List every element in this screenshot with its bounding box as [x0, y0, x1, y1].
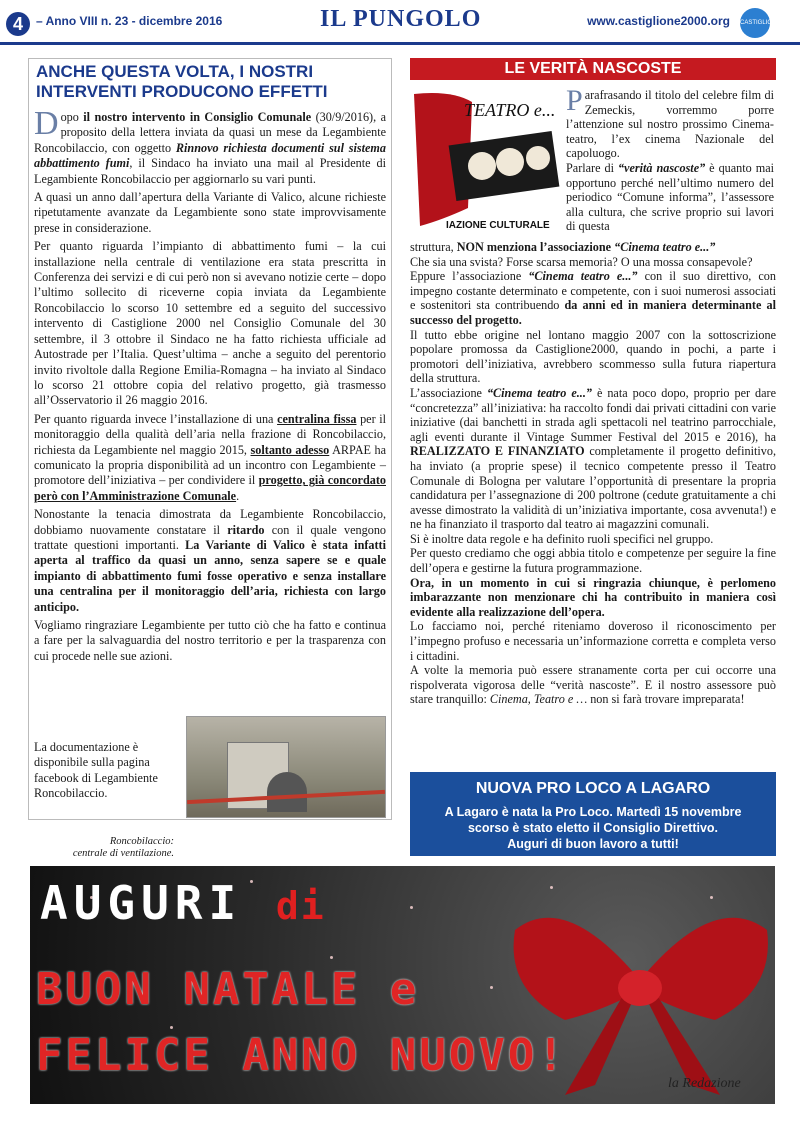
- header-divider: [0, 42, 800, 45]
- text-bold-italic: “Cinema teatro e...”: [486, 385, 592, 400]
- right-paragraph-1: [566, 84, 774, 161]
- text: , il Sindaco ha inviato una mail al Presidente di Legambiente Roncobilaccio per aggiornarlo su vari punti.: [34, 156, 386, 186]
- right-paragraph-3: Che sia una svista? Forse scarsa memoria? O una mossa consapevole?: [410, 254, 753, 269]
- text: non si farà trovare impreparata!: [587, 692, 745, 707]
- left-article-body: [34, 105, 387, 664]
- text: Vogliamo ringraziare Legambiente per tutto ciò che ha fatto e continua a fare per la salvaguardia del nostro territorio e per la trasparenza con cui procede nelle sue azioni.: [34, 618, 386, 663]
- text: Eppure l’associazione: [410, 269, 529, 284]
- left-paragraph-7: La documentazione è disponibile sulla pagina facebook di Legambiente Roncobilaccio.: [34, 740, 158, 801]
- text: Per quanto riguarda invece l’installazione di una: [34, 411, 278, 426]
- text: completamente il progetto definitivo, ha inviato (a proprie spese) il tecnico competente presso il Teatro Comunale di Bologna per valutare l’opportunità di presentare la propria candidatura per l’assegnazione di 200 poltrone (cedute gratuitamente a chi avesse dimostrato la validità di un’iniziativa importante, cosa avvenuta!) e ne ha finanziato il trasporto dal teatro ai magazzini comunali.: [410, 444, 776, 532]
- text-bold-italic: “verità nascoste”: [617, 160, 706, 175]
- text-bold-italic: “Cinema teatro e...”: [614, 240, 716, 254]
- associazione-text: IAZIONE CULTURALE: [446, 220, 550, 231]
- text: è nata poco dopo, proprio per dare “concretezza” all’iniziativa: ha raccolto fondi dai privati cittadini con varie iniziative (dai banchetti in strada agli spettacoli nel teatrino parrocchiale, agli eventi durante il Vintage Summer Festival del 2015 e 2016), ha: [410, 385, 776, 444]
- redazione-signature: la Redazione: [668, 1076, 741, 1091]
- theatre-mask-icon: [468, 152, 496, 180]
- dropcap: D: [34, 105, 59, 142]
- felice-anno-nuovo-text: FELICE ANNO NUOVO!: [36, 1030, 567, 1081]
- text: L’associazione: [410, 385, 487, 400]
- text: opo: [60, 110, 84, 124]
- left-article-title: ANCHE QUESTA VOLTA, I NOSTRI INTERVENTI PRODUCONO EFFETTI: [36, 62, 328, 101]
- sparkle: [490, 986, 493, 989]
- text-bold: il nostro intervento in Consiglio Comunale: [83, 110, 312, 124]
- right-paragraph-6: [410, 386, 776, 532]
- sparkle: [170, 1026, 173, 1029]
- left-paragraph-6: [34, 618, 386, 664]
- sparkle: [330, 956, 333, 959]
- buon-natale-text: BUON NATALE e: [36, 964, 420, 1015]
- di-word: di: [275, 884, 326, 928]
- text: struttura,: [410, 240, 457, 254]
- text-bold: da anni ed in maniera determinante al successo del progetto.: [410, 298, 776, 327]
- text-bold: Ora, in un momento in cui si ringrazia chiunque, è perlomeno imbarazzante non menzionare chi ha contribuito in maniera così evidente alla realizzazione dell’opera.: [410, 575, 776, 619]
- text: A volte la memoria può essere stranamente corta per cui occorre una rispolverata vigorosa delle “verità nascoste”. E il nostro assessore può stare tranquillo:: [410, 663, 776, 707]
- text: per il monitoraggio della qualità dell’aria nella frazione di Roncobilaccio, richiesta da Legambiente nel maggio 2015,: [34, 411, 386, 457]
- photo-caption: [60, 836, 174, 860]
- auguri-heading: [40, 876, 326, 930]
- proloco-line-3: Auguri di buon lavoro a tutti!: [507, 837, 679, 851]
- text: .: [236, 488, 240, 503]
- text-underlined: soltanto adesso: [250, 442, 330, 457]
- left-paragraph-5: [34, 507, 386, 615]
- right-paragraph-8: Per questo crediamo che oggi abbia titolo e competenze per seguire la fine dell’opera e gestirne la futura programmazione.: [410, 546, 776, 576]
- right-paragraph-5: Il tutto ebbe origine nel lontano maggio 2007 con la sottoscrizione popolare promossa da Castiglione2000, quando in pochi, a parte i promotori dell’iniziativa, avrebbero scommesso sulla futura riapertura della struttura.: [410, 327, 776, 386]
- proloco-line-2: scorso è stato eletto il Consiglio Direttivo.: [467, 821, 719, 835]
- right-article-body: [410, 240, 776, 707]
- text: con il suo direttivo, con impegno costante determinato e competente, con i suoi numerosi associati e sostenitori sta contribuendo: [410, 269, 776, 313]
- right-paragraph-cont: [410, 240, 776, 255]
- text-bold-italic: Rinnovo richiesta documenti sul sistema abbattimento fumi: [34, 140, 386, 171]
- text: con il quale vengono trattate questioni importanti.: [34, 522, 387, 552]
- left-paragraph-1: [34, 105, 387, 187]
- page-number: 4: [6, 12, 30, 36]
- right-article-intro: [566, 84, 774, 234]
- text-bold: ritardo: [227, 522, 265, 537]
- proloco-title: NUOVA PRO LOCO A LAGARO: [475, 780, 711, 797]
- text: arafrasando il titolo del celebre film di Zemeckis, vorremmo porre l’attenzione sul nostro prossimo Cinema-teatro, l’ex cinema Nazionale del capoluogo.: [566, 88, 774, 161]
- castiglione-badge-icon: CASTIGLIONE 2000: [740, 8, 770, 38]
- left-paragraph-4: [34, 412, 386, 504]
- text: Parlare di: [566, 160, 618, 175]
- right-paragraph-2: [566, 161, 774, 234]
- newspaper-logo: IL PUNGOLO: [320, 6, 482, 32]
- caption-line: Roncobilaccio:: [109, 836, 174, 847]
- right-paragraph-11: [410, 663, 776, 707]
- proloco-announcement: [410, 772, 776, 856]
- text-underlined: progetto, già concordato però con l’Amministrazione Comunale: [34, 473, 386, 503]
- text-bold: NON menziona l’associazione: [456, 240, 615, 254]
- text-italic: Cinema, Teatro e …: [489, 692, 588, 707]
- right-paragraph-10: Lo facciamo noi, perché riteniamo doveroso il riconoscimento per l’impegno profuso e necessaria un’informazione corretta e completa verso i cittadini.: [410, 619, 776, 663]
- text-bold: REALIZZATO E FINANZIATO: [410, 444, 585, 459]
- text: è quanto mai opportuno perché nell’ultimo numero del periodico “Comune informa”, l’assessore alla cultura, che scrive proprio sui lavori di questa: [566, 160, 774, 234]
- sparkle: [410, 906, 413, 909]
- text-underlined: centralina fissa: [277, 411, 357, 426]
- right-paragraph-4: [410, 269, 776, 327]
- issue-label: – Anno VIII n. 23 - dicembre 2016: [36, 14, 223, 28]
- right-paragraph-9: [410, 576, 776, 620]
- tunnel-arch: [267, 772, 307, 812]
- dropcap: P: [566, 84, 583, 117]
- teatro-logo-text: TEATRO e...: [464, 100, 556, 120]
- ventilation-station-photo: [186, 716, 386, 818]
- website-url[interactable]: www.castiglione2000.org: [587, 14, 730, 28]
- cinema-teatro-logo: [412, 88, 560, 238]
- music-icon: [526, 146, 550, 170]
- text: Nonostante la tenacia dimostrata da Legambiente Roncobilaccio, dobbiamo nuovamente constatare il: [34, 507, 386, 537]
- text-bold: La Variante di Valico è stata infatti aperta al traffico da quasi un anno, senza sapere se e quale impianto di abbattimento fumi fosse operativo e senza installare una centralina per il monitoraggio dell’aria, richiesta con largo anticipo.: [34, 537, 387, 614]
- proloco-line-1: A Lagaro è nata la Pro Loco. Martedì 15 novembre: [444, 805, 742, 819]
- left-paragraph-3: Per quanto riguarda l’impianto di abbattimento fumi – la cui installazione nella centrale di ventilazione era stata prescritta in Conferenza dei servizi e di cui però non si avevano notizie certe – dopo l’ultimo sollecito di riceverne copia inviata da Legambiente Roncobilaccio lo scorso 10 settembre ed a seguito del successivo intervento di Castiglione 2000 nel Consiglio Comunale del 30 settembre, il 3 ottobre il Sindaco ne ha fatto richiesta ufficiale ad Autostrade per l’Italia. Quest’ultima – anche a seguito del perentorio invito rivoltole dalla Regione Emilia-Romagna – ha inviato al Sindaco lo scorso 21 ottobre copia del relativo progetto, già trasmesso all’Osservatorio il 26 maggio 2016.: [34, 239, 386, 408]
- right-article-title: LE VERITÀ NASCOSTE: [410, 58, 776, 80]
- left-paragraph-2: A quasi un anno dall’apertura della Variante di Valico, alcune richieste ripetutamente avanzate da Legambiente sono state improvvisamente prese in considerazione.: [34, 190, 386, 235]
- right-paragraph-7: Si è inoltre data regole e ha definito ruoli specifici nel gruppo.: [410, 531, 714, 546]
- text: ARPAE ha comunicato la propria disponibilità ad un incontro con Legambiente – promotore dell’iniziativa – per condividere il: [34, 442, 386, 488]
- caption-line: centrale di ventilazione.: [72, 848, 174, 859]
- film-reel-icon: [496, 148, 524, 176]
- text: (30/9/2016), a proposito della lettera inviata da quasi un mese da Legambiente Roncobilaccio, con oggetto: [34, 110, 387, 155]
- text-bold-italic: “Cinema teatro e...”: [528, 269, 638, 284]
- auguri-word: AUGURI: [40, 876, 243, 930]
